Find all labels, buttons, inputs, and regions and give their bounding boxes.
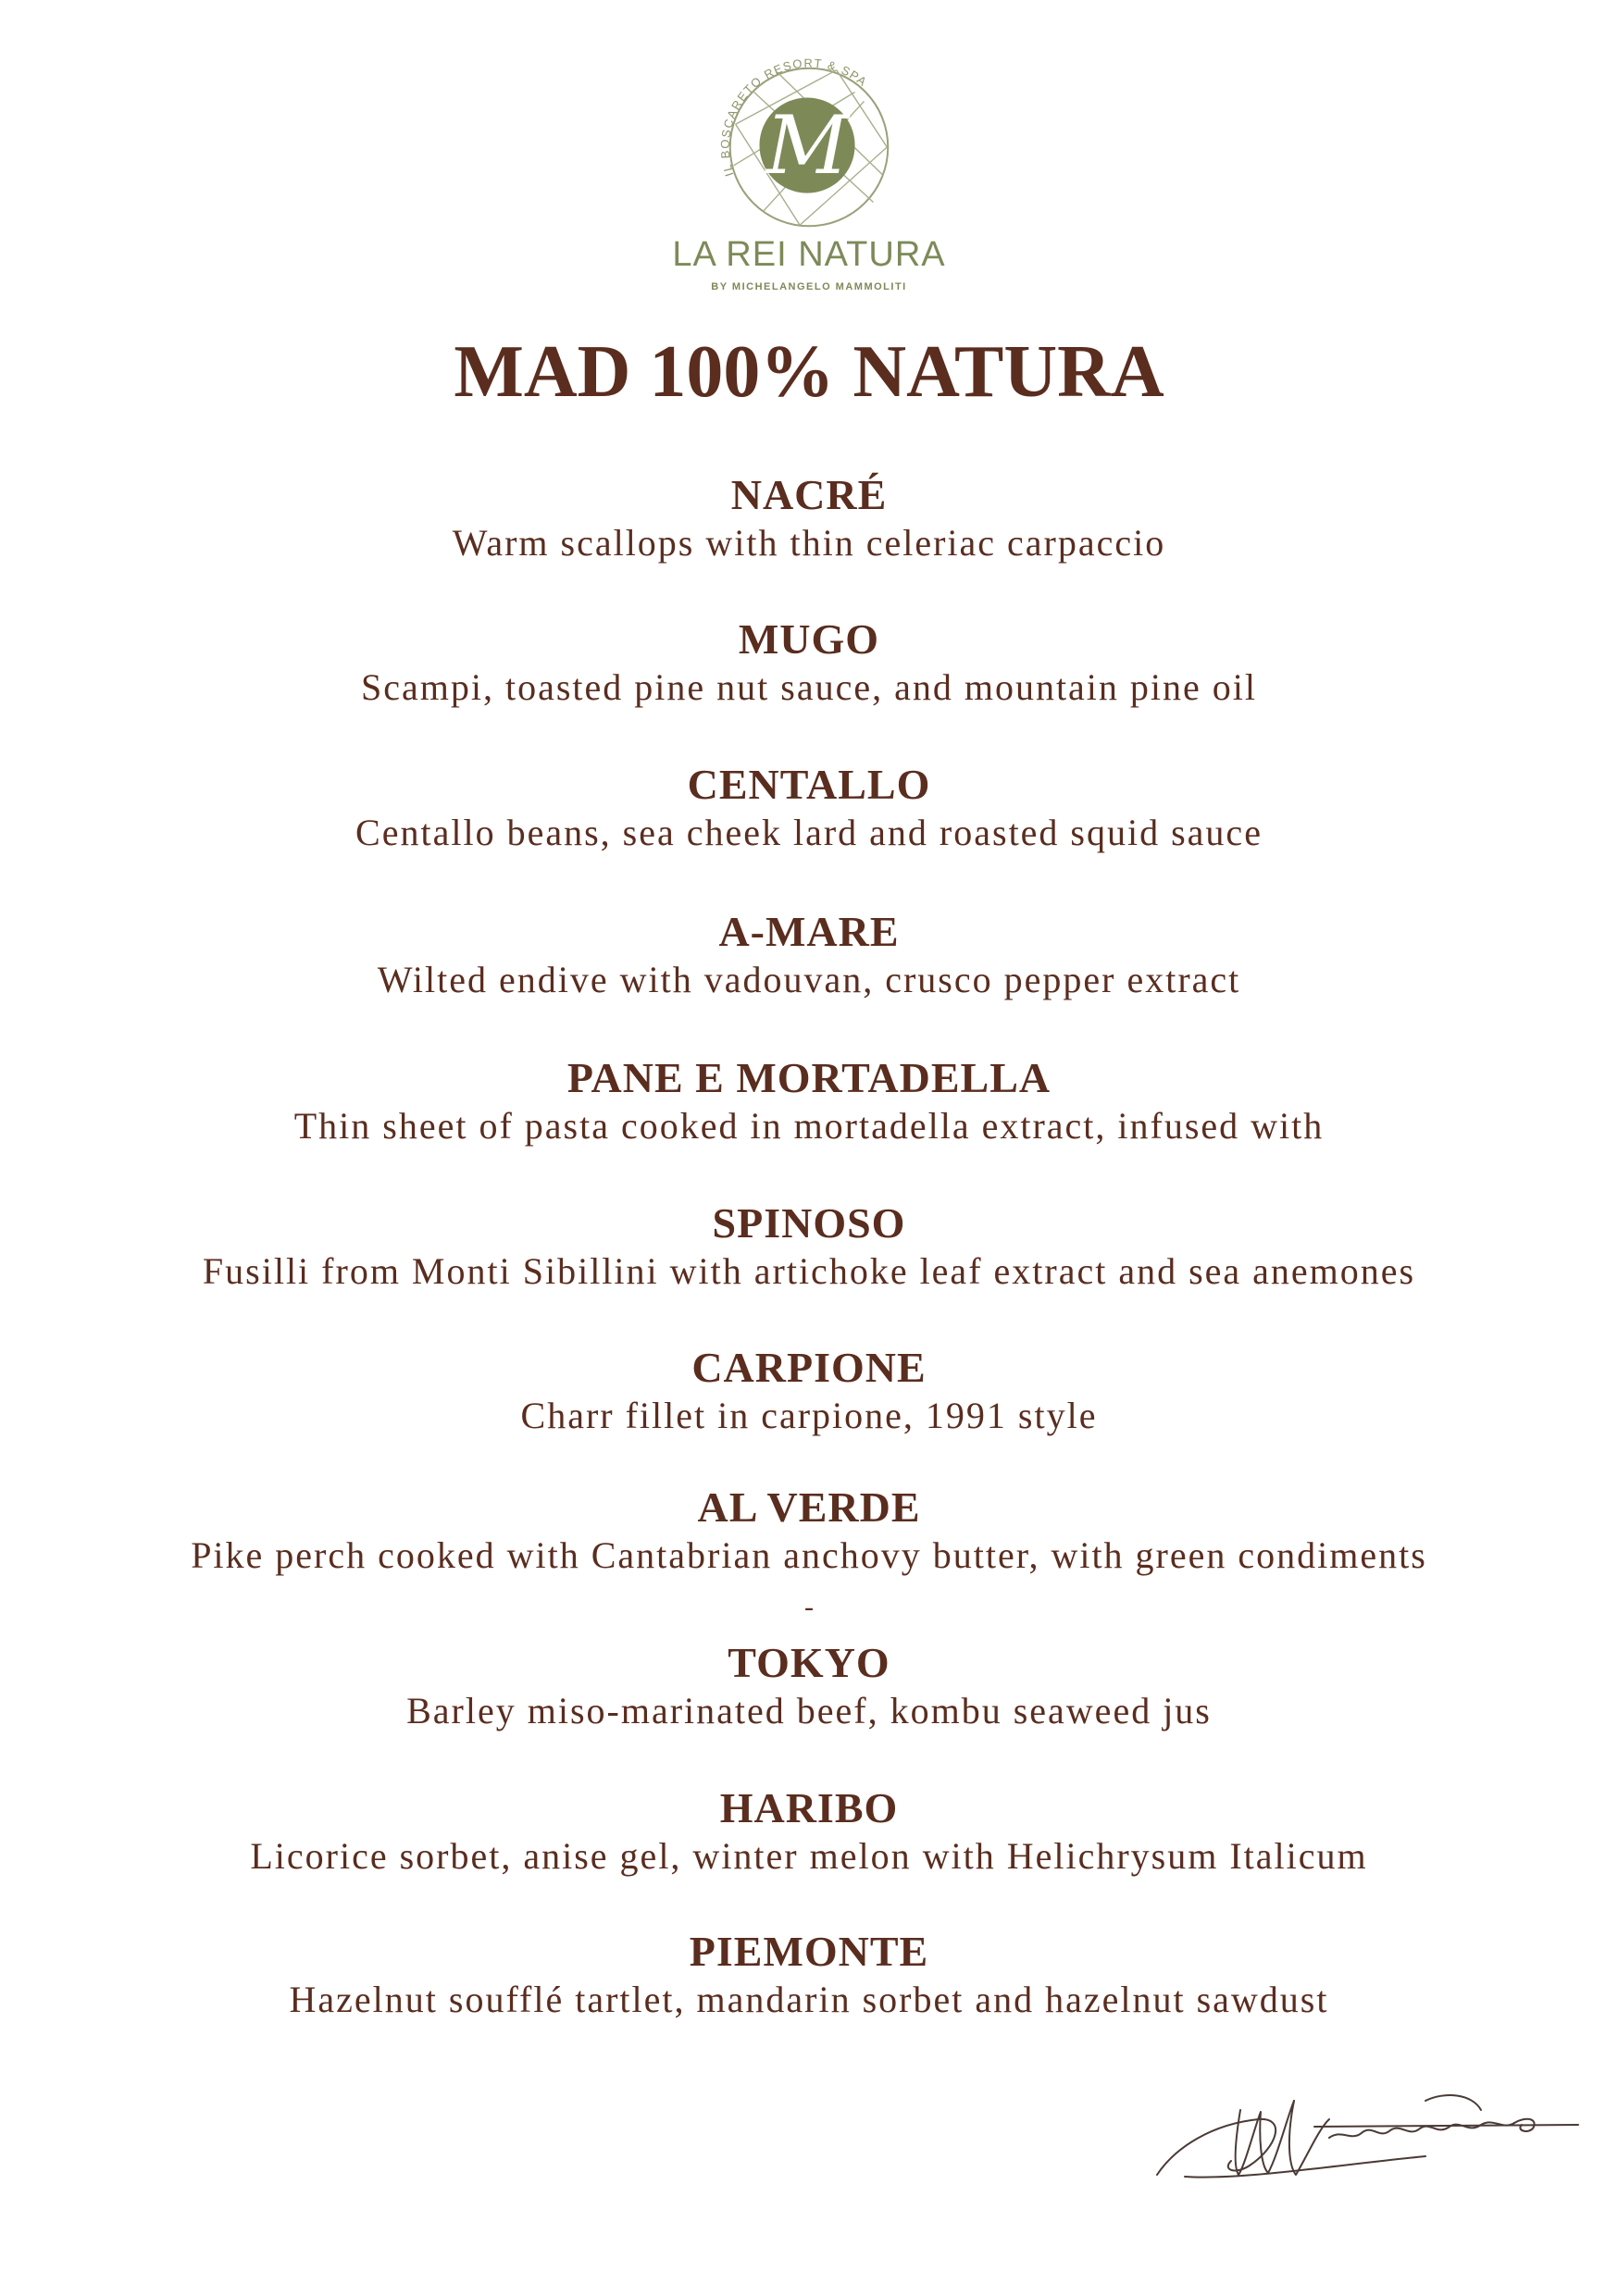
logo-ring-text: IL BOSCARETO RESORT & SPA [717,56,871,179]
course-name: HARIBO [719,1784,899,1831]
course-description: Fusilli from Monti Sibillini with artichoke leaf extract and sea anemones [202,1250,1416,1292]
course-item [0,470,1618,566]
course-description: Thin sheet of pasta cooked in mortadella extract, infused with [293,1105,1325,1147]
course-item [0,760,1618,856]
course-name: TOKYO [728,1639,890,1686]
course-name: A-MARE [718,908,900,955]
course-item [0,1638,1618,1734]
course-item [0,1343,1618,1439]
brand-subtitle: BY MICHELANGELO MAMMOLITI [711,281,907,292]
course-name: PIEMONTE [689,1928,929,1975]
course-name: NACRÉ [730,471,888,518]
course-item [0,907,1618,1003]
course-description: Pike perch cooked with Cantabrian anchovy butter, with green condiments [191,1534,1427,1576]
course-item [0,614,1618,711]
signature-signer: Michelangelo Mammoliti [1148,2073,1158,2074]
course-item [0,1053,1618,1149]
course-description: Wilted endive with vadouvan, crusco pepper extract [377,959,1241,1000]
course-description: Barley miso-marinated beef, kombu seaweed jus [406,1690,1212,1731]
course-description: Centallo beans, sea cheek lard and roasted squid sauce [355,812,1263,853]
chef-signature [1148,2073,1583,2193]
course-description: Hazelnut soufflé tartlet, mandarin sorbet and hazelnut sawdust [289,1979,1329,2020]
course-name: SPINOSO [712,1199,906,1247]
course-description: Charr fillet in carpione, 1991 style [520,1395,1098,1436]
logo-monogram: M [765,97,849,192]
course-separator: - [804,1592,814,1622]
menu-title: MAD 100% NATURA [454,331,1164,413]
course-item [0,1198,1618,1295]
brand-logo [699,37,919,257]
course-item [0,1783,1618,1880]
course-name: AL VERDE [697,1483,921,1531]
course-name: CARPIONE [691,1344,927,1391]
brand-name: LA REI NATURA [672,235,946,274]
course-name: MUGO [738,615,880,663]
course-description: Warm scallops with thin celeriac carpaccio [452,522,1166,564]
course-description: Licorice sorbet, anise gel, winter melon with Helichrysum Italicum [250,1835,1368,1877]
course-item [0,1927,1618,2023]
course-name: CENTALLO [687,761,931,808]
course-name: PANE E MORTADELLA [566,1054,1052,1101]
course-item [0,1483,1618,1579]
course-description: Scampi, toasted pine nut sauce, and mountain pine oil [360,666,1258,708]
